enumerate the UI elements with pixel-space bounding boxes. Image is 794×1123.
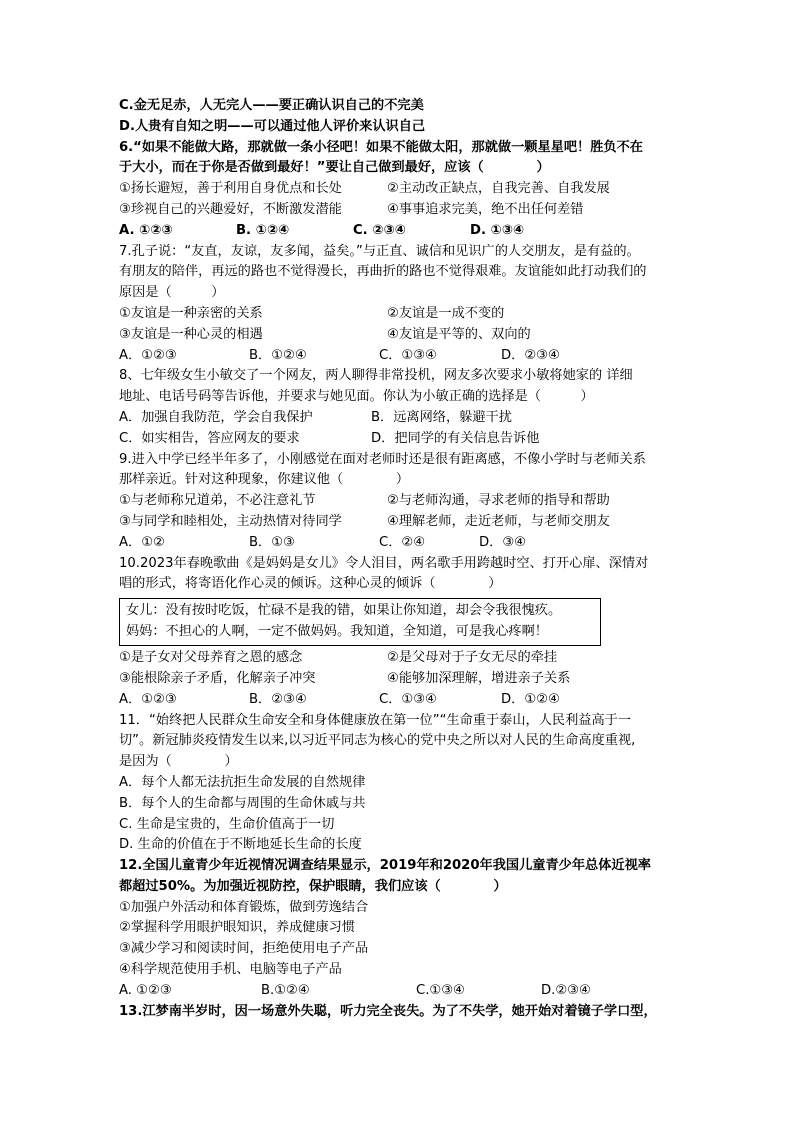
q11-stem-line1: 11．“始终把人民群众生命安全和身体健康放在第一位”“生命重于泰山，人民利益高于一 (119, 712, 632, 728)
q12-choice-c: C.①③④ (416, 982, 465, 998)
q7-choice-d: D．②③④ (501, 347, 560, 363)
q7-choice-b: B．①②④ (249, 347, 307, 363)
q10-lyrics-box (119, 598, 601, 646)
q6-stem-line2: 于大小，而在于你是否做到最好！”要让自己做到最好，应该（ ） (119, 160, 550, 176)
q12-choices (119, 981, 689, 1002)
q9-choice-a: A．①② (119, 534, 165, 550)
q7-stem-line3: 原因是（ ） (119, 285, 225, 301)
q12-stem-line1: 12.全国儿童青少年近视情况调查结果显示，2019年和2020年我国儿童青少年总体近视率 (119, 858, 651, 874)
q13-stem-line1: 13.江梦南半岁时，因一场意外失聪，听力完全丧失。为了不失学，她开始对着镜子学口型， (119, 1003, 657, 1019)
q5-option-d: D.人贵有自知之明——可以通过他人评价来认识自己 (119, 118, 426, 134)
q10-statement-1: ①是子女对父母养育之恩的感念 (119, 650, 303, 666)
q12-choice-a: A. ①②③ (119, 982, 172, 998)
q11-choice-c: C. 生命是宝贵的，生命价值高于一切 (119, 816, 335, 832)
q10-choice-c: C．①③④ (379, 691, 437, 707)
q6-statement-2: ②主动改正缺点，自我完善、自我发展 (387, 181, 610, 197)
q12-choice-b: B.①②④ (261, 982, 310, 998)
q9-statement-4: ④理解老师，走近老师，与老师交朋友 (387, 513, 610, 529)
q10-statement-3: ③能根除亲子矛盾，化解亲子冲突 (119, 670, 316, 686)
q10-lyrics-line2: 妈妈：不担心的人啊，一定不做妈妈。我知道，全知道，可是我心疼啊！ (126, 624, 548, 640)
q7-statement-1: ①友谊是一种亲密的关系 (119, 305, 263, 321)
q10-statements-row1 (119, 648, 689, 669)
q6-statement-3: ③珍视自己的兴趣爱好，不断激发潜能 (119, 201, 342, 217)
q11-choice-d: D. 生命的价值在于不断地延长生命的长度 (119, 837, 362, 853)
q9-choices (119, 533, 689, 554)
q7-statement-3: ③友谊是一种心灵的相遇 (119, 326, 263, 342)
q6-statement-4: ④事事追求完美，绝不出任何差错 (387, 201, 584, 217)
q10-statements-row2 (119, 669, 689, 690)
q5-option-c: C.金无足赤，人无完人——要正确认识自己的不完美 (119, 98, 424, 113)
q7-stem-line1: 7.孔子说：“友直，友谅，友多闻，益矣。”与正直、诚信和见识广的人交朋友，是有益的。 (119, 243, 640, 259)
q6-statements-row2 (119, 200, 689, 221)
q7-statement-2: ②友谊是一成不变的 (387, 305, 505, 321)
q12-choice-d: D.②③④ (541, 982, 591, 998)
q9-stem-line1: 9.进入中学已经半年多了，小刚感觉在面对老师时还是很有距离感，不像小学时与老师关系 (119, 451, 646, 467)
q7-choices (119, 346, 689, 367)
q12-stem-line2: 都超过50%。为加强近视防控，保护眼睛，我们应该（ ） (119, 878, 507, 894)
q6-choices (119, 221, 689, 242)
q12-statement-2: ②掌握科学用眼护眼知识，养成健康习惯 (119, 920, 356, 936)
q7-choice-a: A．①②③ (119, 347, 177, 363)
q10-stem-line2: 唱的形式，将寄语化作心灵的倾诉。这种心灵的倾诉（ ） (119, 576, 502, 592)
q10-choice-d: D．①②④ (501, 691, 560, 707)
q7-stem-line2: 有朋友的陪伴，再远的路也不觉得漫长，再曲折的路也不觉得艰难。友谊能如此打动我们的 (119, 264, 647, 280)
q9-statement-2: ②与老师沟通，寻求老师的指导和帮助 (387, 493, 610, 509)
q11-stem-line2: 切”。新冠肺炎疫情发生以来,以习近平同志为核心的党中央之所以对人民的生命高度重视, (119, 733, 636, 749)
q12-statement-3: ③减少学习和阅读时间，拒绝使用电子产品 (119, 941, 369, 957)
q8-choices-row2 (119, 429, 689, 450)
q12-statement-4: ④科学规范使用手机、电脑等电子产品 (119, 962, 342, 978)
q11-choice-b: B．每个人的生命都与周围的生命休戚与共 (119, 795, 366, 811)
q6-stem-line1: 6.“如果不能做大路，那就做一条小径吧！如果不能做太阳，那就做一颗星星吧！胜负不在 (119, 139, 643, 155)
q6-choice-b: B. ①②④ (236, 222, 290, 238)
q10-choice-b: B．②③④ (249, 691, 307, 707)
q9-statement-3: ③与同学和睦相处，主动热情对待同学 (119, 513, 342, 529)
q8-choices-row1 (119, 408, 689, 429)
q6-statements-row1 (119, 179, 689, 200)
q7-statement-4: ④友谊是平等的、双向的 (387, 326, 531, 342)
q10-choice-a: A．①②③ (119, 691, 177, 707)
q6-statement-1: ①扬长避短，善于利用自身优点和长处 (119, 181, 342, 197)
q6-choice-a: A. ①②③ (119, 222, 173, 238)
q11-choice-a: A．每个人都无法抗拒生命发展的自然规律 (119, 774, 366, 790)
q10-lyrics-line1: 女儿：没有按时吃饭，忙碌不是我的错，如果让你知道，却会令我很愧疚。 (126, 603, 562, 619)
q10-choices (119, 690, 689, 711)
q9-choice-c: C．②④ (379, 534, 426, 550)
q9-choice-d: D．③④ (479, 534, 526, 550)
exam-page (119, 96, 689, 1022)
q10-statement-4: ④能够加深理解，增进亲子关系 (387, 670, 571, 686)
q6-choice-d: D. ①③④ (470, 222, 525, 238)
q9-choice-b: B．①③ (249, 534, 295, 550)
q7-statements-row1 (119, 304, 689, 325)
q7-choice-c: C．①③④ (379, 347, 437, 363)
q9-stem-line2: 那样亲近。针对这种现象，你建议他（ ） (119, 472, 410, 488)
q10-stem-line1: 10.2023年春晚歌曲《是妈妈是女儿》令人泪目，两名歌手用跨越时空、打开心扉、深情对 (119, 555, 649, 571)
q8-choice-d: D．把同学的有关信息告诉他 (371, 430, 540, 446)
q12-statement-1: ①加强户外活动和体育锻炼，做到劳逸结合 (119, 899, 369, 915)
q8-stem-line1: 8、七年级女生小敏交了一个网友，两人聊得非常投机，网友多次要求小敏将她家的 详细 (119, 368, 633, 384)
q8-stem-line2: 地址、电话号码等告诉他，并要求与她见面。你认为小敏正确的选择是（ ） (119, 389, 594, 405)
q8-choice-b: B．远离网络，躲避干扰 (371, 409, 512, 425)
q10-statement-2: ②是父母对于子女无尽的牵挂 (387, 650, 558, 666)
q9-statements-row2 (119, 512, 689, 533)
q11-stem-line3: 是因为（ ） (119, 754, 238, 770)
q7-statements-row2 (119, 325, 689, 346)
q9-statements-row1 (119, 491, 689, 512)
q8-choice-c: C．如实相告，答应网友的要求 (119, 430, 300, 446)
q8-choice-a: A．加强自我防范，学会自我保护 (119, 409, 313, 425)
q9-statement-1: ①与老师称兄道弟，不必注意礼节 (119, 493, 316, 509)
q6-choice-c: C. ②③④ (353, 222, 406, 238)
